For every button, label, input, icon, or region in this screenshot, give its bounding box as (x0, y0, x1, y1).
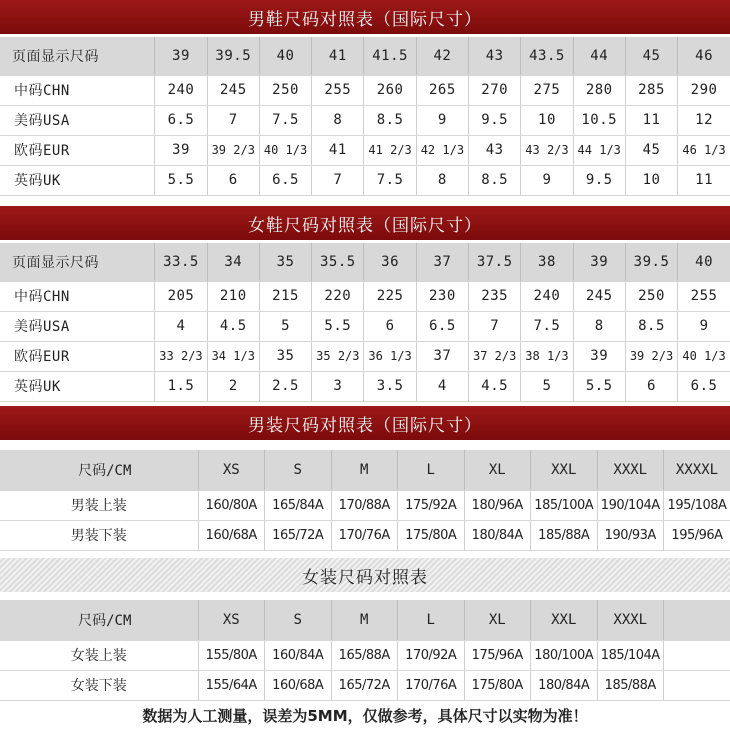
table-cell: 165/84A (265, 490, 332, 520)
table-cell: 6.5 (678, 371, 730, 401)
table-cell: 8.5 (364, 105, 416, 135)
size-header-cell: 39.5 (625, 243, 677, 281)
table-cell: 220 (312, 281, 364, 311)
table-cell: 7 (207, 105, 259, 135)
table-cell: 38 1/3 (521, 341, 573, 371)
table-cell: 6.5 (155, 105, 207, 135)
table-cell: 155/80A (198, 640, 265, 670)
table-row (0, 341, 730, 371)
table-cell: 270 (469, 75, 521, 105)
row-label: 美码USA (0, 105, 155, 135)
size-header-cell: 46 (678, 37, 730, 75)
table-cell: 9.5 (469, 105, 521, 135)
table-cell: 6 (207, 165, 259, 195)
row-label: 中码CHN (0, 75, 155, 105)
table-row (0, 520, 730, 550)
table-cell: 165/72A (265, 520, 332, 550)
table-cell: 41 (312, 135, 364, 165)
table-cell: 190/104A (597, 490, 664, 520)
women-clothing-title: 女装尺码对照表 (0, 558, 730, 592)
size-header-cell: M (331, 600, 398, 640)
size-header-cell: XL (464, 450, 531, 490)
table-cell: 43 (469, 135, 521, 165)
size-header-cell: 42 (416, 37, 468, 75)
table-cell: 175/96A (464, 640, 531, 670)
table-cell: 290 (678, 75, 730, 105)
women-shoes-table (0, 243, 730, 402)
table-cell: 34 1/3 (207, 341, 259, 371)
table-cell: 160/84A (265, 640, 332, 670)
row-label: 女装上装 (0, 640, 198, 670)
women-clothing-header-row (0, 600, 730, 640)
size-header-cell (664, 600, 730, 640)
table-cell: 35 2/3 (312, 341, 364, 371)
size-header-cell: 37 (416, 243, 468, 281)
table-cell: 235 (469, 281, 521, 311)
table-cell: 7.5 (521, 311, 573, 341)
table-cell: 280 (573, 75, 625, 105)
table-cell: 170/92A (398, 640, 465, 670)
table-cell: 175/92A (398, 490, 465, 520)
table-cell: 240 (155, 75, 207, 105)
table-cell: 8 (312, 105, 364, 135)
men-shoes-header-row (0, 37, 730, 75)
table-cell: 35 (259, 341, 311, 371)
table-cell: 11 (678, 165, 730, 195)
table-cell: 8 (416, 165, 468, 195)
row-label: 女装下装 (0, 670, 198, 700)
men-clothing-header-row (0, 450, 730, 490)
table-cell: 40 1/3 (259, 135, 311, 165)
table-cell: 155/64A (198, 670, 265, 700)
table-cell: 9 (678, 311, 730, 341)
table-cell: 185/100A (531, 490, 598, 520)
row-label: 欧码EUR (0, 135, 155, 165)
table-cell: 5.5 (573, 371, 625, 401)
size-header-cell: XS (198, 450, 265, 490)
size-header-cell: 39 (155, 37, 207, 75)
table-cell: 39 (573, 341, 625, 371)
table-cell: 4 (155, 311, 207, 341)
size-header-cell: XXL (531, 600, 598, 640)
size-header-cell: 39 (573, 243, 625, 281)
row-label: 欧码EUR (0, 341, 155, 371)
table-cell: 10 (625, 165, 677, 195)
table-cell: 46 1/3 (678, 135, 730, 165)
size-header-cell: 38 (521, 243, 573, 281)
table-cell: 2 (207, 371, 259, 401)
table-cell: 210 (207, 281, 259, 311)
table-cell (664, 670, 730, 700)
table-cell: 5.5 (312, 311, 364, 341)
size-header-cell: XXXL (597, 600, 664, 640)
table-row (0, 640, 730, 670)
table-cell: 180/84A (464, 520, 531, 550)
row-label: 男装下装 (0, 520, 198, 550)
table-cell: 160/80A (198, 490, 265, 520)
table-cell: 41 2/3 (364, 135, 416, 165)
table-cell: 9 (521, 165, 573, 195)
table-cell: 4.5 (207, 311, 259, 341)
table-cell: 33 2/3 (155, 341, 207, 371)
table-cell: 43 2/3 (521, 135, 573, 165)
table-cell: 170/88A (331, 490, 398, 520)
size-header-cell: 35 (259, 243, 311, 281)
table-cell: 175/80A (398, 520, 465, 550)
table-cell: 1.5 (155, 371, 207, 401)
men-clothing-table (0, 450, 730, 551)
table-cell: 9 (416, 105, 468, 135)
table-cell: 250 (259, 75, 311, 105)
table-cell: 185/88A (597, 670, 664, 700)
row-label: 男装上装 (0, 490, 198, 520)
table-cell: 4 (416, 371, 468, 401)
table-cell: 185/104A (597, 640, 664, 670)
size-header-cell: 40 (259, 37, 311, 75)
size-header-cell: 40 (678, 243, 730, 281)
table-cell: 8.5 (469, 165, 521, 195)
table-cell: 170/76A (398, 670, 465, 700)
table-row (0, 75, 730, 105)
table-cell: 260 (364, 75, 416, 105)
table-cell: 165/72A (331, 670, 398, 700)
table-cell: 9.5 (573, 165, 625, 195)
size-header-cell: XL (464, 600, 531, 640)
table-cell: 180/96A (464, 490, 531, 520)
table-cell: 160/68A (198, 520, 265, 550)
size-header-cell: S (265, 600, 332, 640)
row-label: 中码CHN (0, 281, 155, 311)
table-cell: 42 1/3 (416, 135, 468, 165)
table-cell: 10 (521, 105, 573, 135)
table-cell: 37 2/3 (469, 341, 521, 371)
table-cell: 255 (312, 75, 364, 105)
table-cell (664, 640, 730, 670)
table-cell: 37 (416, 341, 468, 371)
men-shoes-title: 男鞋尺码对照表（国际尺寸） (0, 0, 730, 34)
header-label: 尺码/CM (0, 600, 198, 640)
table-cell: 36 1/3 (364, 341, 416, 371)
footer-note: 数据为人工测量，误差为5MM，仅做参考，具体尺寸以实物为准！ (142, 707, 588, 725)
size-header-cell: L (398, 450, 465, 490)
size-header-cell: 43.5 (521, 37, 573, 75)
header-label: 页面显示尺码 (0, 37, 155, 75)
table-cell: 6.5 (259, 165, 311, 195)
table-row (0, 490, 730, 520)
size-header-cell: S (265, 450, 332, 490)
table-cell: 170/76A (331, 520, 398, 550)
size-header-cell: 36 (364, 243, 416, 281)
women-clothing-body (0, 600, 730, 700)
size-header-cell: 44 (573, 37, 625, 75)
women-clothing-table (0, 600, 730, 701)
table-row (0, 165, 730, 195)
table-cell: 6 (625, 371, 677, 401)
size-header-cell: 39.5 (207, 37, 259, 75)
table-row (0, 371, 730, 401)
header-label: 页面显示尺码 (0, 243, 155, 281)
table-cell: 190/93A (597, 520, 664, 550)
table-row (0, 281, 730, 311)
table-cell: 230 (416, 281, 468, 311)
table-cell: 215 (259, 281, 311, 311)
size-header-cell: 34 (207, 243, 259, 281)
women-shoes-header-row (0, 243, 730, 281)
table-row (0, 311, 730, 341)
table-cell: 6 (364, 311, 416, 341)
table-cell: 7.5 (364, 165, 416, 195)
size-header-cell: 35.5 (312, 243, 364, 281)
table-cell: 195/96A (664, 520, 730, 550)
table-cell: 10.5 (573, 105, 625, 135)
men-shoes-body (0, 37, 730, 195)
row-label: 美码USA (0, 311, 155, 341)
row-label: 英码UK (0, 165, 155, 195)
size-header-cell: XXL (531, 450, 598, 490)
table-cell: 7 (312, 165, 364, 195)
table-cell: 4.5 (469, 371, 521, 401)
table-cell: 11 (625, 105, 677, 135)
table-cell: 8 (573, 311, 625, 341)
table-cell: 12 (678, 105, 730, 135)
table-cell: 255 (678, 281, 730, 311)
table-row (0, 135, 730, 165)
table-row (0, 105, 730, 135)
size-header-cell: M (331, 450, 398, 490)
table-cell: 6.5 (416, 311, 468, 341)
table-row (0, 670, 730, 700)
table-cell: 3.5 (364, 371, 416, 401)
table-cell: 44 1/3 (573, 135, 625, 165)
header-label: 尺码/CM (0, 450, 198, 490)
size-header-cell: 41 (312, 37, 364, 75)
women-shoes-body (0, 243, 730, 401)
table-cell: 240 (521, 281, 573, 311)
table-cell: 39 (155, 135, 207, 165)
size-header-cell: 43 (469, 37, 521, 75)
table-cell: 245 (573, 281, 625, 311)
table-cell: 225 (364, 281, 416, 311)
table-cell: 285 (625, 75, 677, 105)
women-shoes-title: 女鞋尺码对照表（国际尺寸） (0, 206, 730, 240)
men-clothing-title: 男装尺码对照表（国际尺寸） (0, 406, 730, 440)
table-cell: 185/88A (531, 520, 598, 550)
size-header-cell: L (398, 600, 465, 640)
row-label: 英码UK (0, 371, 155, 401)
table-cell: 165/88A (331, 640, 398, 670)
size-header-cell: XXXXL (664, 450, 730, 490)
table-cell: 3 (312, 371, 364, 401)
size-header-cell: 45 (625, 37, 677, 75)
size-header-cell: 33.5 (155, 243, 207, 281)
table-cell: 205 (155, 281, 207, 311)
table-cell: 39 2/3 (625, 341, 677, 371)
table-cell: 275 (521, 75, 573, 105)
table-cell: 175/80A (464, 670, 531, 700)
table-cell: 40 1/3 (678, 341, 730, 371)
table-cell: 8.5 (625, 311, 677, 341)
table-cell: 180/100A (531, 640, 598, 670)
table-cell: 2.5 (259, 371, 311, 401)
table-cell: 5 (259, 311, 311, 341)
table-cell: 245 (207, 75, 259, 105)
table-cell: 195/108A (664, 490, 730, 520)
table-cell: 160/68A (265, 670, 332, 700)
table-cell: 5 (521, 371, 573, 401)
size-header-cell: 37.5 (469, 243, 521, 281)
table-cell: 39 2/3 (207, 135, 259, 165)
size-header-cell: XXXL (597, 450, 664, 490)
table-cell: 265 (416, 75, 468, 105)
men-shoes-table (0, 37, 730, 196)
size-header-cell: 41.5 (364, 37, 416, 75)
size-header-cell: XS (198, 600, 265, 640)
table-cell: 7.5 (259, 105, 311, 135)
men-clothing-body (0, 450, 730, 550)
table-cell: 180/84A (531, 670, 598, 700)
table-cell: 7 (469, 311, 521, 341)
table-cell: 250 (625, 281, 677, 311)
table-cell: 45 (625, 135, 677, 165)
table-cell: 5.5 (155, 165, 207, 195)
